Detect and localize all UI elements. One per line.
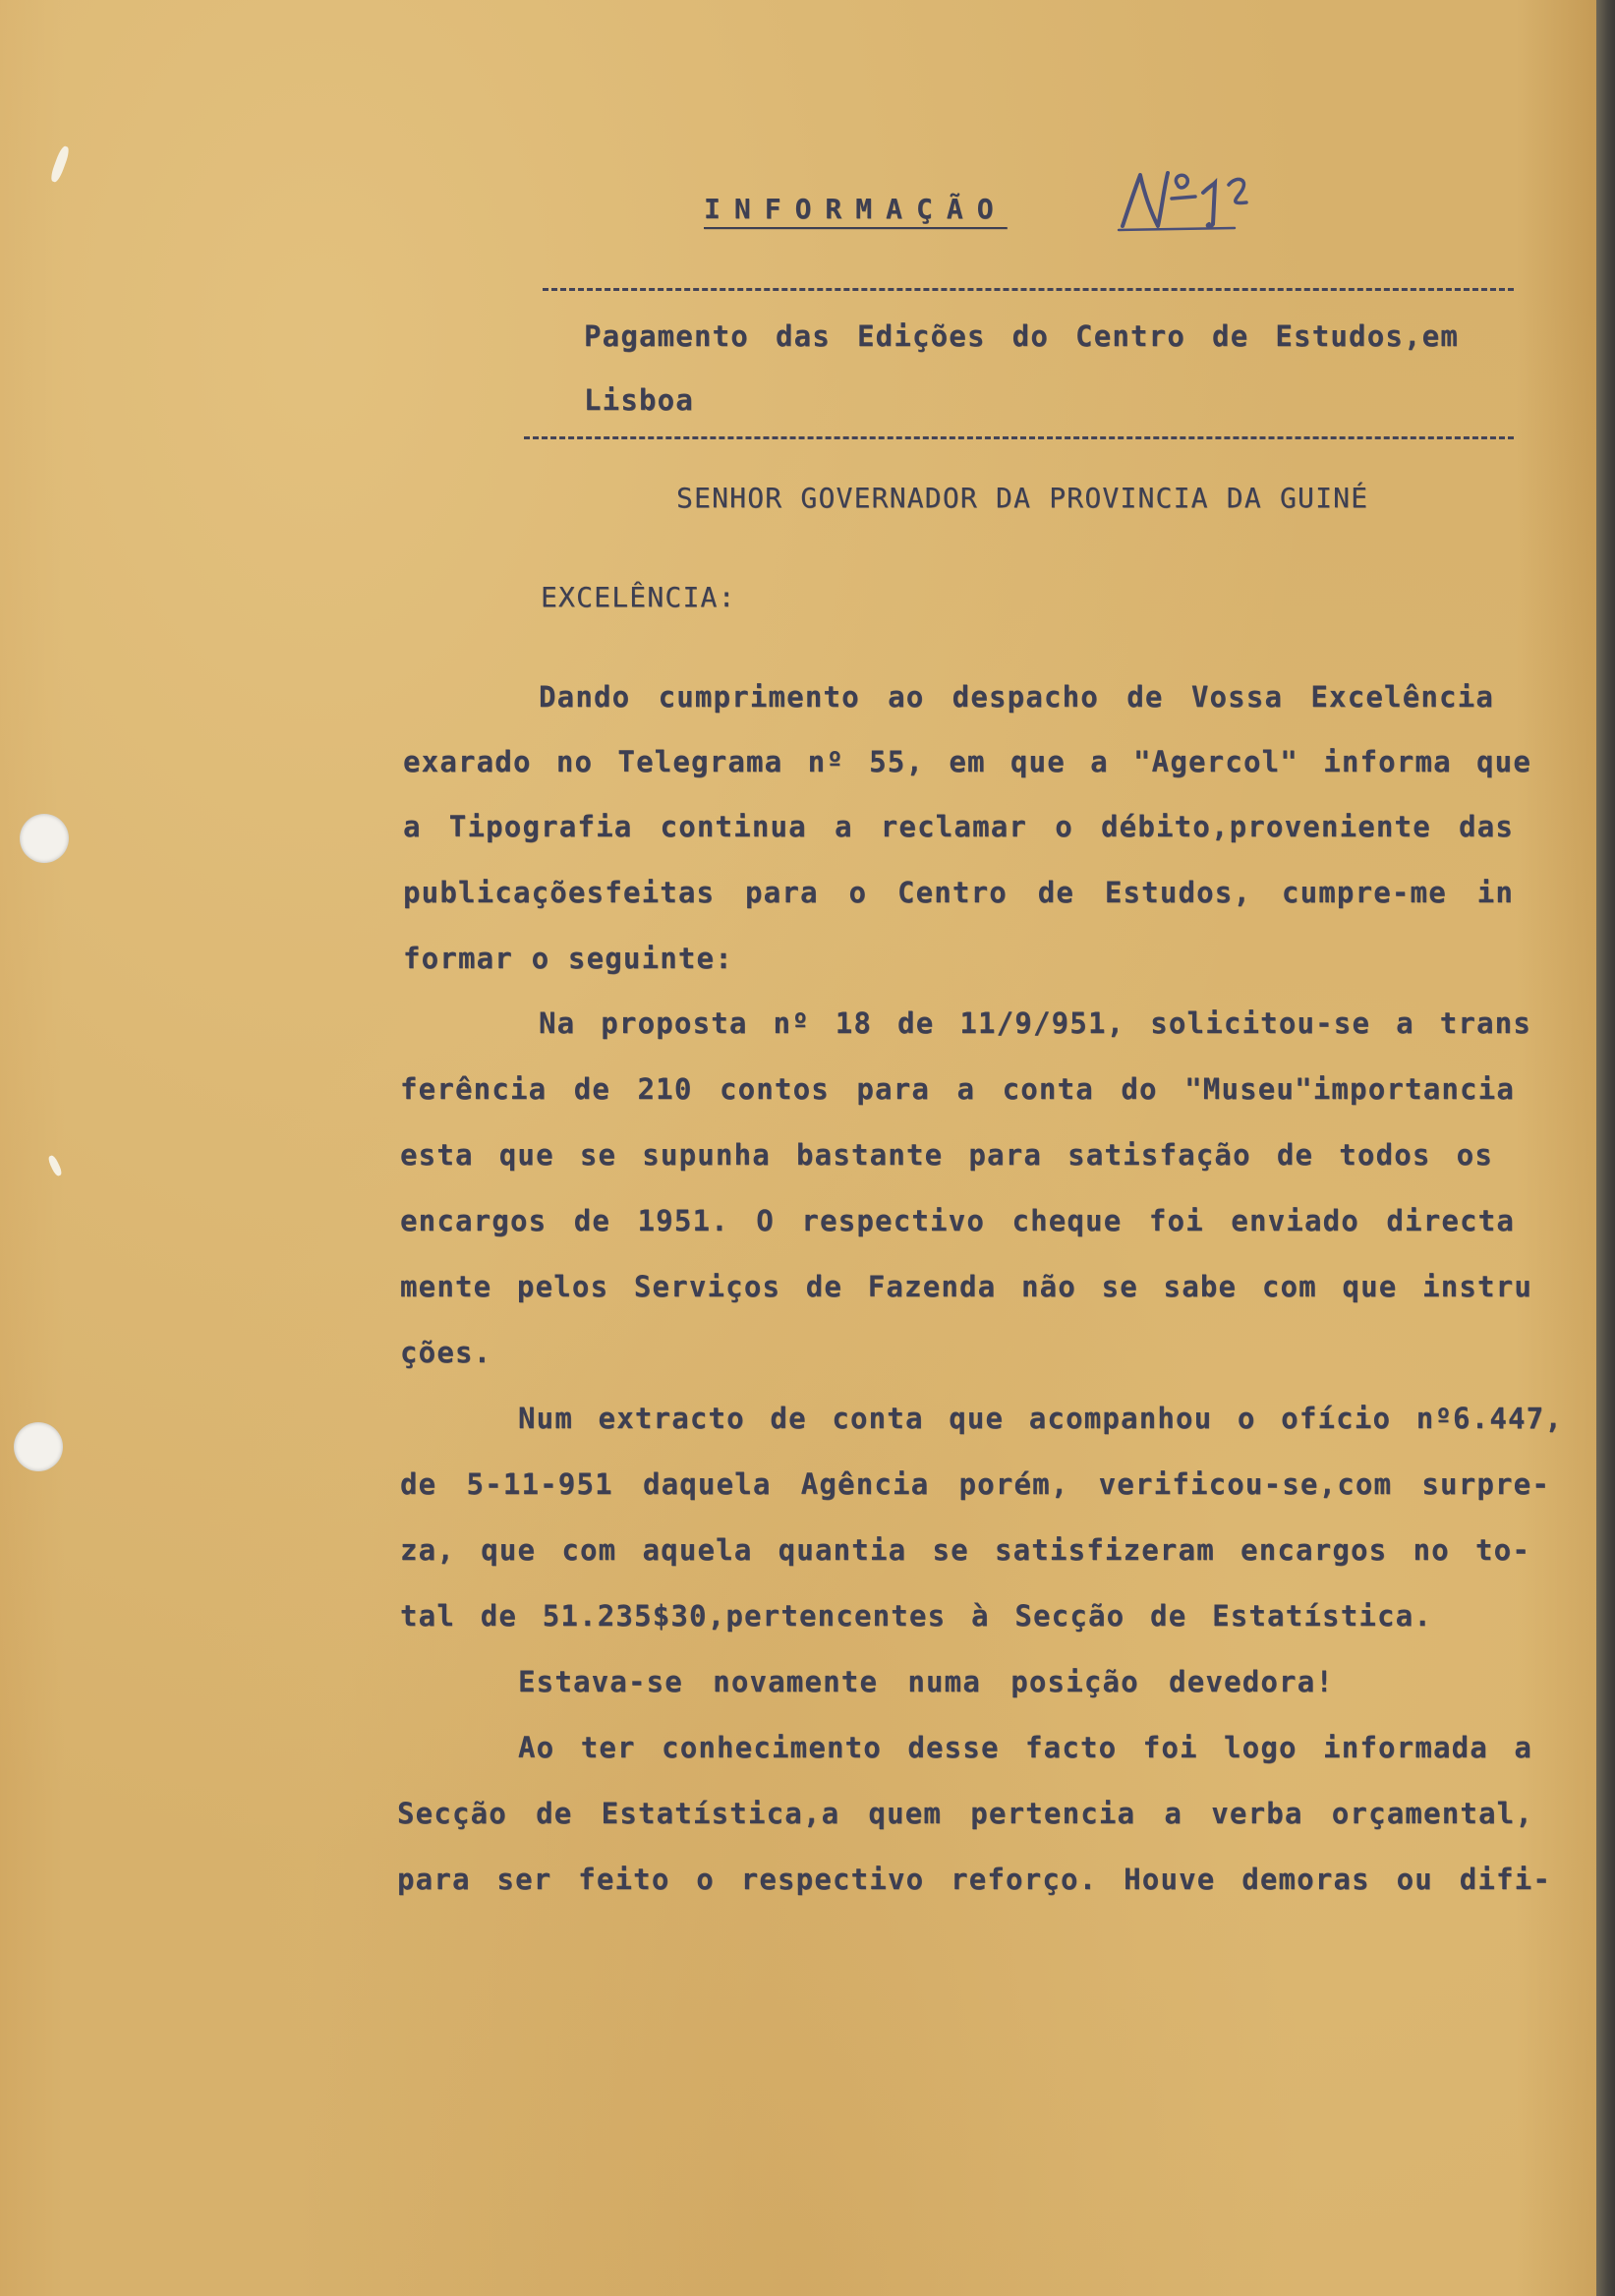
paper-tear	[49, 144, 71, 183]
body-line: Secção de Estatística,a quem pertencia a verba orçamental,	[397, 1797, 1533, 1830]
body-line: ferência de 210 contos para a conta do "Museu"importancia	[400, 1072, 1515, 1106]
body-line: formar o seguinte:	[403, 942, 733, 975]
document-title: INFORMAÇÃO	[704, 193, 1008, 225]
dashed-rule-top	[543, 288, 1514, 291]
body-line: exarado no Telegrama nº 55, em que a "Agercol" informa que	[403, 745, 1531, 778]
body-line: a Tipografia continua a reclamar o débito,proveniente das	[403, 810, 1514, 843]
body-line: Estava-se novamente numa posição devedora!	[518, 1665, 1334, 1698]
body-line: Na proposta nº 18 de 11/9/951, solicitou-se a trans	[539, 1006, 1531, 1040]
dashed-rule-bottom	[524, 436, 1514, 439]
body-line: za, que com aquela quantia se satisfizeram encargos no to-	[400, 1533, 1530, 1567]
paper-tear	[47, 1154, 64, 1177]
handwritten-number-mark	[1115, 165, 1272, 244]
body-line: para ser feito o respectivo reforço. Houve demoras ou difi-	[397, 1863, 1551, 1896]
salutation: EXCELÊNCIA:	[541, 581, 736, 613]
punch-hole	[20, 814, 69, 863]
scanner-background-edge	[1596, 0, 1615, 2296]
body-line: Ao ter conhecimento desse facto foi logo informada a	[518, 1731, 1532, 1764]
subject-line: Lisboa	[584, 383, 694, 417]
addressee-line: SENHOR GOVERNADOR DA PROVINCIA DA GUINÉ	[676, 482, 1369, 514]
body-line: mente pelos Serviços de Fazenda não se sabe com que instru	[400, 1270, 1532, 1303]
body-line: Dando cumprimento ao despacho de Vossa Excelência	[539, 680, 1494, 714]
body-line: esta que se supunha bastante para satisfação de todos os	[400, 1138, 1493, 1172]
subject-line: Pagamento das Edições do Centro de Estudos,em	[584, 319, 1459, 353]
body-line: publicaçõesfeitas para o Centro de Estudos, cumpre-me in	[403, 876, 1514, 909]
body-line: de 5-11-951 daquela Agência porém, verificou-se,com surpre-	[400, 1467, 1550, 1501]
body-line: encargos de 1951. O respectivo cheque foi enviado directa	[400, 1204, 1515, 1237]
body-line: ções.	[400, 1336, 492, 1369]
body-line: Num extracto de conta que acompanhou o ofício nº6.447,	[518, 1402, 1563, 1435]
body-line: tal de 51.235$30,pertencentes à Secção de Estatística.	[400, 1599, 1432, 1633]
punch-hole	[14, 1422, 63, 1471]
